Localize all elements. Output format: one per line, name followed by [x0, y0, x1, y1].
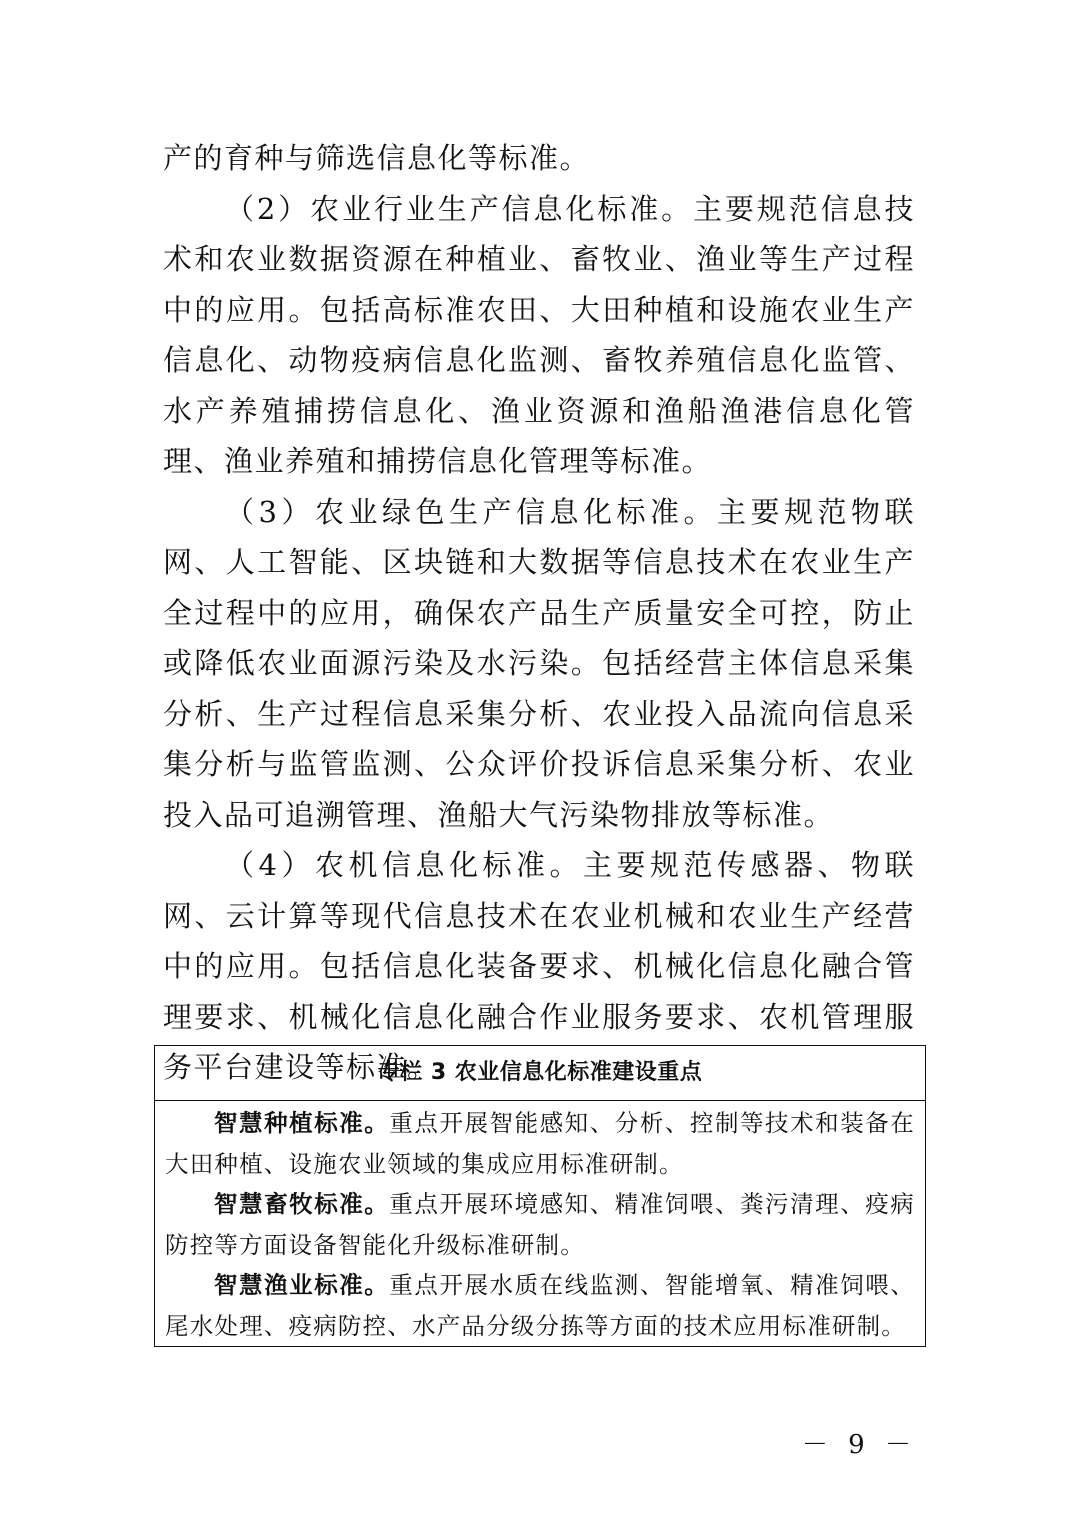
paragraph-production-standard: （2）农业行业生产信息化标准。主要规范信息技术和农业数据资源在种植业、畜牧业、渔业等生产过程中的应用。包括高标准农田、大田种植和设施农业生产信息化、动物疫病信息化监测、畜牧养殖信息化监管、水产养殖捕捞信息化、渔业资源和渔船渔港信息化管理、渔业养殖和捕捞信息化管理等标准。	[163, 191, 915, 478]
column-item	[165, 1103, 915, 1184]
column-item-text: 重点开展水质在线监测、智能增氧、精准饲喂、尾水处理、疫病防控、水产品分级分拣等方面的技术应用标准研制。	[165, 1271, 915, 1340]
paragraph-green-production-standard: （3）农业绿色生产信息化标准。主要规范物联网、人工智能、区块链和大数据等信息技术在农业生产全过程中的应用，确保农产品生产质量安全可控，防止或降低农业面源污染及水污染。包括经营主体信息采集分析、生产过程信息采集分析、农业投入品流向信息采集分析与监管监测、公众评价投诉信息采集分析、农业投入品可追溯管理、渔船大气污染物排放等标准。	[163, 494, 915, 832]
column-item-lead: 智慧渔业标准。	[214, 1271, 390, 1299]
column-item-text: 重点开展环境感知、精准饲喂、粪污清理、疫病防控等方面设备智能化升级标准研制。	[165, 1190, 915, 1259]
paragraph-farm-machinery-standard: （4）农机信息化标准。主要规范传感器、物联网、云计算等现代信息技术在农业机械和农业生产经营中的应用。包括信息化装备要求、机械化信息化融合管理要求、机械化信息化融合作业服务要求、农机管理服务平台建设等标准。	[163, 848, 915, 1084]
column-item-lead: 智慧畜牧标准。	[214, 1190, 390, 1218]
column-body	[155, 1101, 925, 1346]
body-text	[163, 133, 915, 1093]
column-item	[165, 1184, 915, 1265]
column-item-text: 重点开展智能感知、分析、控制等技术和装备在大田种植、设施农业领域的集成应用标准研制。	[165, 1109, 915, 1178]
paragraph-continuation: 产的育种与筛选信息化等标准。	[163, 141, 591, 175]
column-item	[165, 1265, 915, 1346]
page-number: － 9 －	[801, 1430, 917, 1460]
column-title: 专栏 3 农业信息化标准建设重点	[155, 1046, 925, 1101]
column-item-lead: 智慧种植标准。	[214, 1109, 390, 1137]
feature-column-box	[154, 1045, 926, 1347]
